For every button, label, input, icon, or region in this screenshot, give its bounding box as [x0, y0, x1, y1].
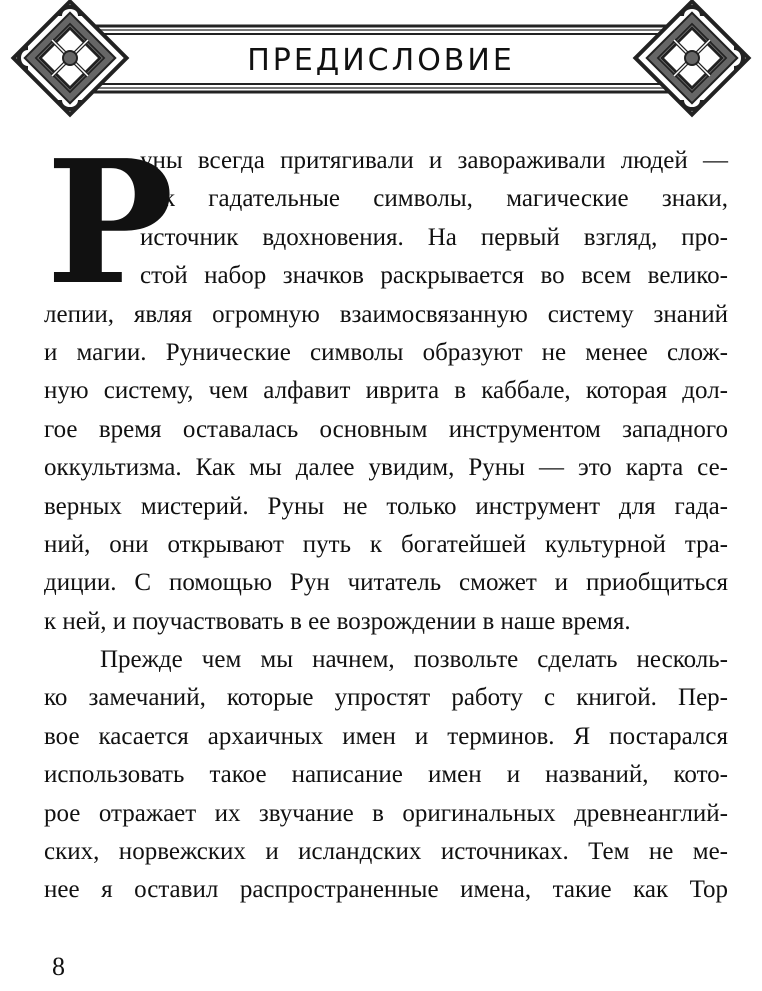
drop-cap-glyph	[44, 123, 174, 323]
text-line: вое касается архаичных имен и терминов. Я постарался	[44, 722, 728, 750]
text-line: ко замечаний, которые упростят работу с книгой. Пер-	[44, 684, 728, 712]
text-line: ских, норвежских и исландских источниках. Тем не ме-	[44, 838, 728, 866]
text-line: и магии. Рунические символы образуют не менее слож-	[44, 338, 728, 366]
body-text	[44, 123, 728, 910]
svg-text:Р: Р	[46, 123, 174, 323]
page-number: 8	[52, 952, 65, 981]
text-line: уны всегда притягивали и завораживали людей —	[140, 147, 728, 174]
chapter-header	[24, 0, 738, 118]
text-line: оккультизма. Как мы далее увидим, Руны — это карта се-	[44, 454, 728, 482]
text-line: Прежде чем мы начнем, позвольте сделать несколь-	[100, 646, 728, 674]
text-line: источник вдохновения. На первый взгляд, про-	[140, 223, 728, 251]
celtic-knot-right-icon	[635, 1, 748, 114]
text-line: верных мистерий. Руны не только инструмент для гада-	[44, 492, 728, 520]
drop-cap	[44, 123, 174, 323]
text-line: стой набор значков раскрывается во всем велико-	[140, 262, 728, 290]
text-line: нее я оставил распространенные имена, такие как Тор	[44, 876, 728, 904]
paragraph-2	[44, 641, 728, 910]
text-line: диции. С помощью Рун читатель сможет и приобщиться	[44, 569, 728, 597]
celtic-knot-left-icon	[13, 1, 126, 114]
text-line: использовать такое написание имен и названий, кото-	[44, 761, 728, 789]
text-line: гое время оставалась основным инструментом западного	[44, 415, 728, 443]
text-line: ную систему, чем алфавит иврита в каббале, которая дол-	[44, 377, 728, 405]
text-line: как гадательные символы, магические знаки,	[140, 185, 728, 213]
text-line: рое отражает их звучание в оригинальных древнеанглий-	[44, 799, 728, 827]
chapter-title: ПРЕДИСЛОВИЕ	[247, 42, 515, 78]
text-line: лепии, являя огромную взаимосвязанную систему знаний	[44, 300, 728, 328]
text-line: ний, они открывают путь к богатейшей культурной тра-	[44, 530, 728, 558]
text-line: к ней, и поучаствовать в ее возрождении в наше время.	[44, 607, 631, 635]
